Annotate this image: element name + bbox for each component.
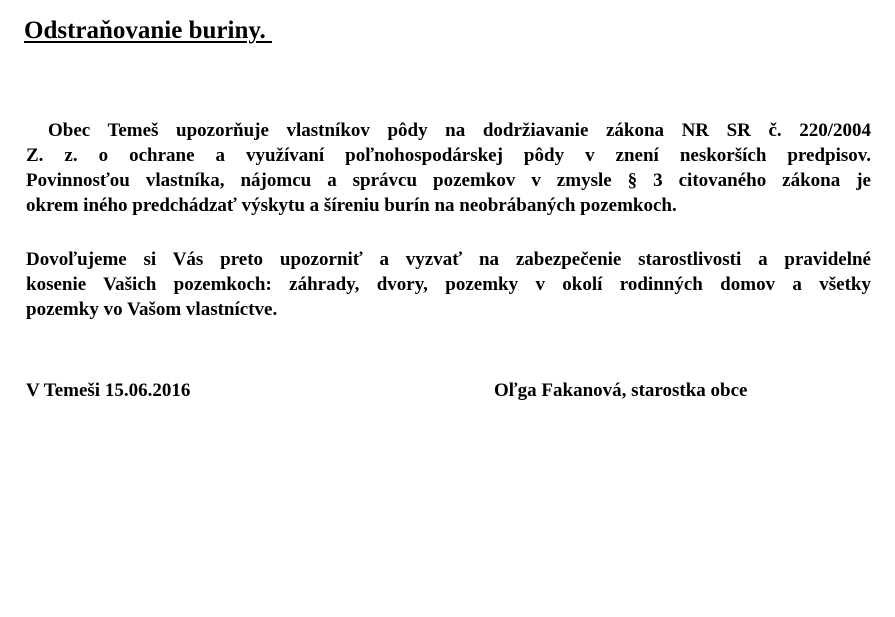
paragraph-line: Z. z. o ochrane a využívaní poľnohospodárskej pôdy v znení neskorších predpisov. [26, 145, 871, 166]
paragraph-line: Obec Temeš upozorňuje vlastníkov pôdy na dodržiavanie zákona NR SR č. 220/2004 [48, 120, 871, 141]
signature: Oľga Fakanová, starostka obce [494, 380, 748, 401]
paragraph-line: Povinnosťou vlastníka, nájomcu a správcu pozemkov v zmysle § 3 citovaného zákona je [26, 170, 871, 191]
paragraph-line: kosenie Vašich pozemkoch: záhrady, dvory, pozemky v okolí rodinných domov a všetky [26, 274, 871, 295]
document-title: Odstraňovanie buriny. [24, 17, 272, 44]
paragraph-appeal [26, 247, 871, 322]
paragraph-line: Dovoľujeme si Vás preto upozorniť a vyzvať na zabezpečenie starostlivosti a pravidelné [26, 249, 871, 270]
paragraph-notice [26, 118, 871, 218]
paragraph-line: okrem iného predchádzať výskytu a šíreniu burín na neobrábaných pozemkoch. [26, 195, 677, 216]
place-and-date: V Temeši 15.06.2016 [26, 380, 191, 401]
paragraph-line: pozemky vo Vašom vlastníctve. [26, 299, 278, 320]
